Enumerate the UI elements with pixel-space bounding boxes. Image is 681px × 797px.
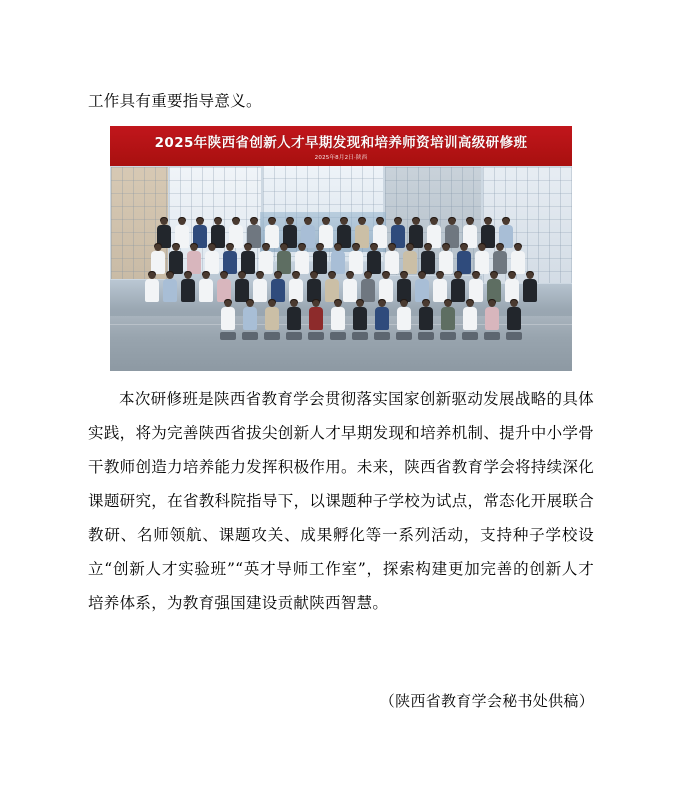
lead-line-text: 工作具有重要指导意义。 bbox=[88, 92, 262, 110]
photo-banner bbox=[110, 126, 572, 166]
photo-banner-title: 2025年陕西省创新人才早期发现和培养师资培训高级研修班 bbox=[154, 135, 528, 151]
photo-scene bbox=[110, 166, 572, 371]
crowd-row-front-seated bbox=[110, 290, 572, 334]
group-photo bbox=[110, 126, 572, 371]
body-paragraph: 本次研修班是陕西省教育学会贯彻落实国家创新驱动发展战略的具体实践，将为完善陕西省拔尖创新人才早期发现和培养机制、提升中小学骨干教师创造力培养能力发挥积极作用。未来，陕西省教育学会将持续深化课题研究，在省教科院指导下，以课题种子学校为试点，常态化开展联合教研、名师领航、课题攻关、成果孵化等一系列活动，支持种子学校设立“创新人才实验班”“英才导师工作室”，探索构建更加完善的创新人才培养体系，为教育强国建设贡献陕西智慧。 bbox=[88, 390, 594, 612]
photo-banner-subtitle: 2025年8月2日·陕西 bbox=[314, 155, 368, 161]
source-credit: （陕西省教育学会秘书处供稿） bbox=[379, 692, 594, 710]
